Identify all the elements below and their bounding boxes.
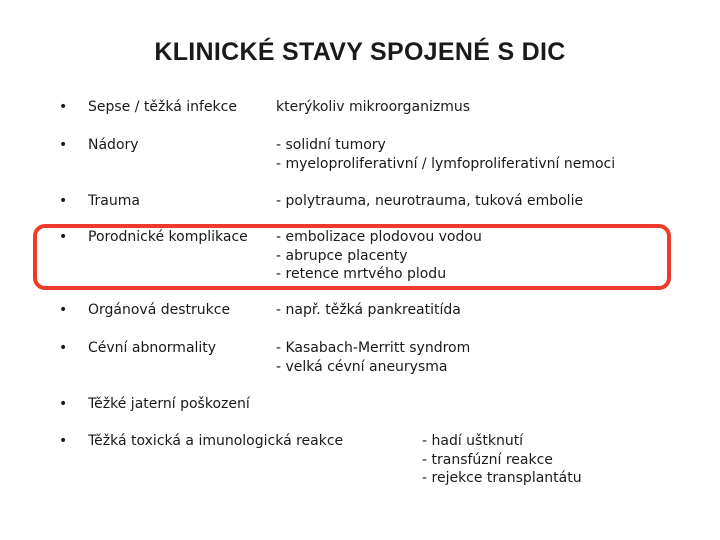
detail-line: - Kasabach-Merritt syndrom	[276, 340, 471, 356]
condition-term: Cévní abnormality	[88, 340, 217, 356]
detail-line: - velká cévní aneurysma	[276, 358, 448, 375]
detail-line: - polytrauma, neurotrauma, tuková embolie	[276, 193, 584, 209]
slide-title: KLINICKÉ STAVY SPOJENÉ S DIC	[154, 38, 566, 66]
condition-term: Nádory	[88, 137, 139, 153]
condition-term: Porodnické komplikace	[88, 229, 248, 245]
condition-details	[276, 192, 583, 211]
bullet-icon: •	[59, 396, 68, 412]
detail-line: - transfúzní reakce	[422, 451, 553, 468]
detail-line: - embolizace plodovou vodou	[276, 229, 482, 245]
detail-line: - retence mrtvého plodu	[276, 266, 447, 282]
condition-details	[276, 228, 482, 284]
condition-details	[422, 432, 582, 488]
bullet-icon: •	[59, 229, 68, 245]
bullet-icon: •	[59, 193, 68, 209]
condition-details	[276, 339, 470, 376]
bullet-icon: •	[59, 99, 68, 115]
condition-term: Orgánová destrukce	[88, 302, 231, 318]
bullet-icon: •	[59, 340, 68, 356]
bullet-icon: •	[59, 433, 68, 449]
condition-details	[276, 98, 470, 117]
detail-line: - hadí uštknutí	[422, 433, 524, 449]
bullet-icon: •	[59, 137, 68, 153]
condition-details	[276, 136, 615, 173]
condition-term: Sepse / těžká infekce	[88, 99, 237, 115]
condition-term: Těžké jaterní poškození	[88, 396, 250, 412]
bullet-icon: •	[59, 302, 68, 318]
detail-line: - např. těžká pankreatitída	[276, 302, 461, 318]
detail-line: - myeloproliferativní / lymfoproliferativní nemoci	[276, 155, 616, 172]
condition-term: Trauma	[88, 193, 140, 209]
detail-line: - rejekce transplantátu	[422, 470, 582, 486]
condition-term: Těžká toxická a imunologická reakce	[88, 433, 344, 449]
detail-line: - solidní tumory	[276, 137, 386, 153]
condition-details	[276, 301, 461, 320]
detail-line: - abrupce placenty	[276, 247, 408, 264]
detail-line: kterýkoliv mikroorganizmus	[276, 99, 471, 115]
